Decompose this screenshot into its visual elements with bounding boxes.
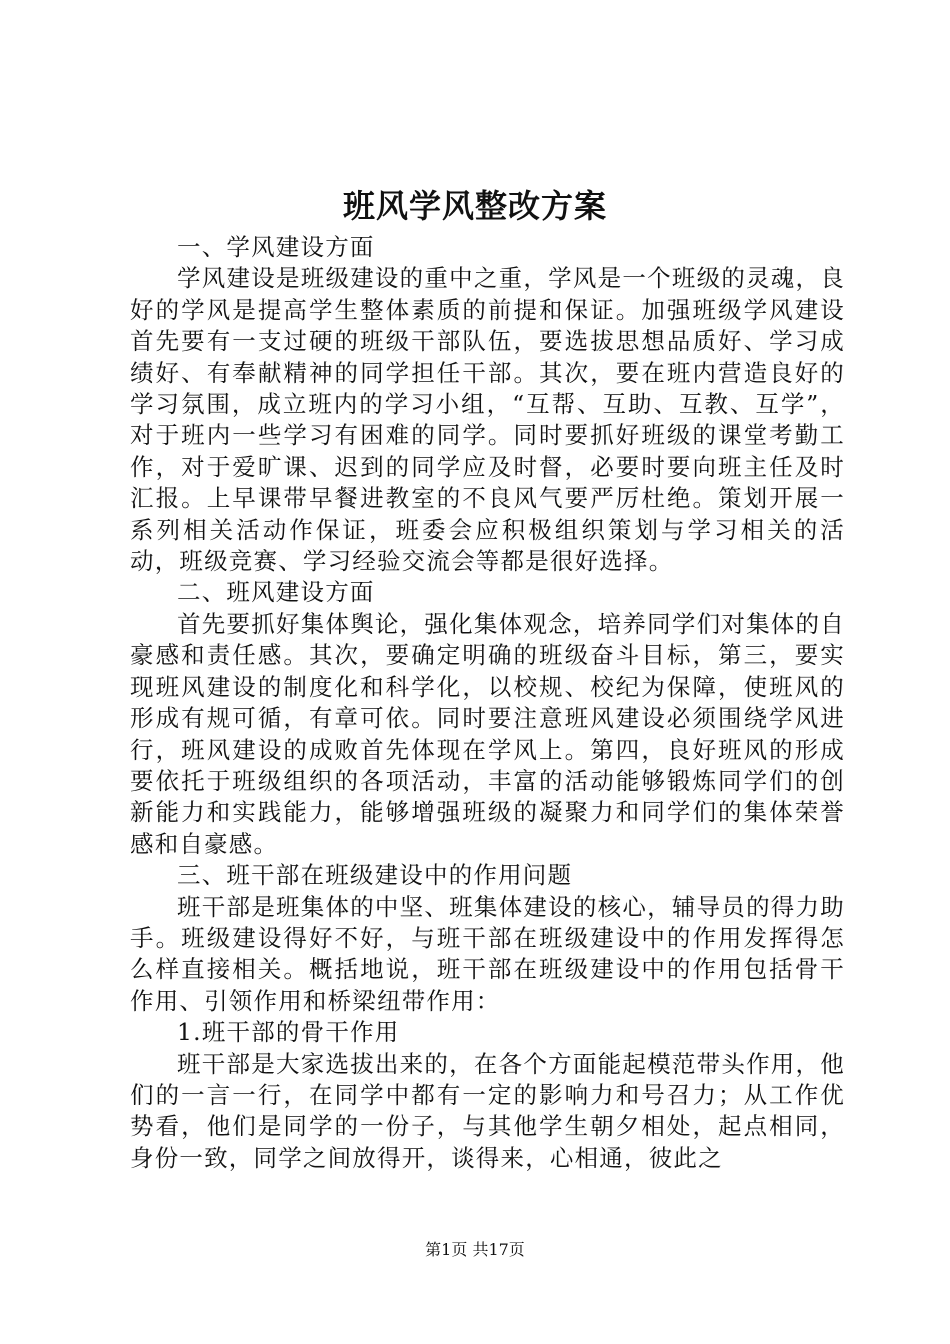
page-footer: 第1页 共17页 bbox=[425, 1240, 525, 1259]
section-heading-3: 三、班干部在班级建设中的作用问题 bbox=[177, 861, 573, 890]
section-heading-2: 二、班风建设方面 bbox=[177, 578, 375, 607]
paragraph-backbone-role: 班干部是大家选拔出来的，在各个方面能起模范带头作用，他们的一言一行，在同学中都有一定的影响力和号召力；从工作优势看，他们是同学的一份子，与其他学生朝夕相处，起点相同，身份一致，同学之间放得开，谈得来，心相通，彼此之 bbox=[130, 1049, 845, 1172]
document-body bbox=[130, 232, 845, 1174]
paragraph-class-cadres: 班干部是班集体的中坚、班集体建设的核心，辅导员的得力助手。班级建设得好不好，与班干部在班级建设中的作用发挥得怎么样直接相关。概括地说，班干部在班级建设中的作用包括骨干作用、引领作用和桥梁纽带作用： bbox=[130, 892, 845, 1015]
paragraph-class-style: 首先要抓好集体舆论，强化集体观念，培养同学们对集体的自豪感和责任感。其次，要确定明确的班级奋斗目标，第三，要实现班风建设的制度化和科学化，以校规、校纪为保障，使班风的形成有规可循，有章可依。同时要注意班风建设必须围绕学风进行，班风建设的成败首先体现在学风上。第四，良好班风的形成要依托于班级组织的各项活动，丰富的活动能够锻炼同学们的创新能力和实践能力，能够增强班级的凝聚力和同学们的集体荣誉感和自豪感。 bbox=[130, 609, 845, 858]
section-heading-1: 一、学风建设方面 bbox=[177, 233, 375, 261]
document-title: 班风学风整改方案 bbox=[342, 187, 607, 225]
subsection-heading-1: 1.班干部的骨干作用 bbox=[177, 1018, 400, 1047]
paragraph-study-style: 学风建设是班级建设的重中之重，学风是一个班级的灵魂，良好的学风是提高学生整体素质的前提和保证。加强班级学风建设首先要有一支过硬的班级干部队伍，要选拔思想品质好、学习成绩好、有奉献精神的同学担任干部。其次，要在班内营造良好的学习氛围，成立班内的学习小组，“互帮、互助、互教、互学”，对于班内一些学习有困难的同学。同时要抓好班级的课堂考勤工作，对于爱旷课、迟到的同学应及时督，必要时要向班主任及时汇报。上早课带早餐进教室的不良风气要严厉杜绝。策划开展一系列相关活动作保证，班委会应积极组织策划与学习相关的活动，班级竞赛、学习经验交流会等都是很好选择。 bbox=[130, 264, 845, 576]
